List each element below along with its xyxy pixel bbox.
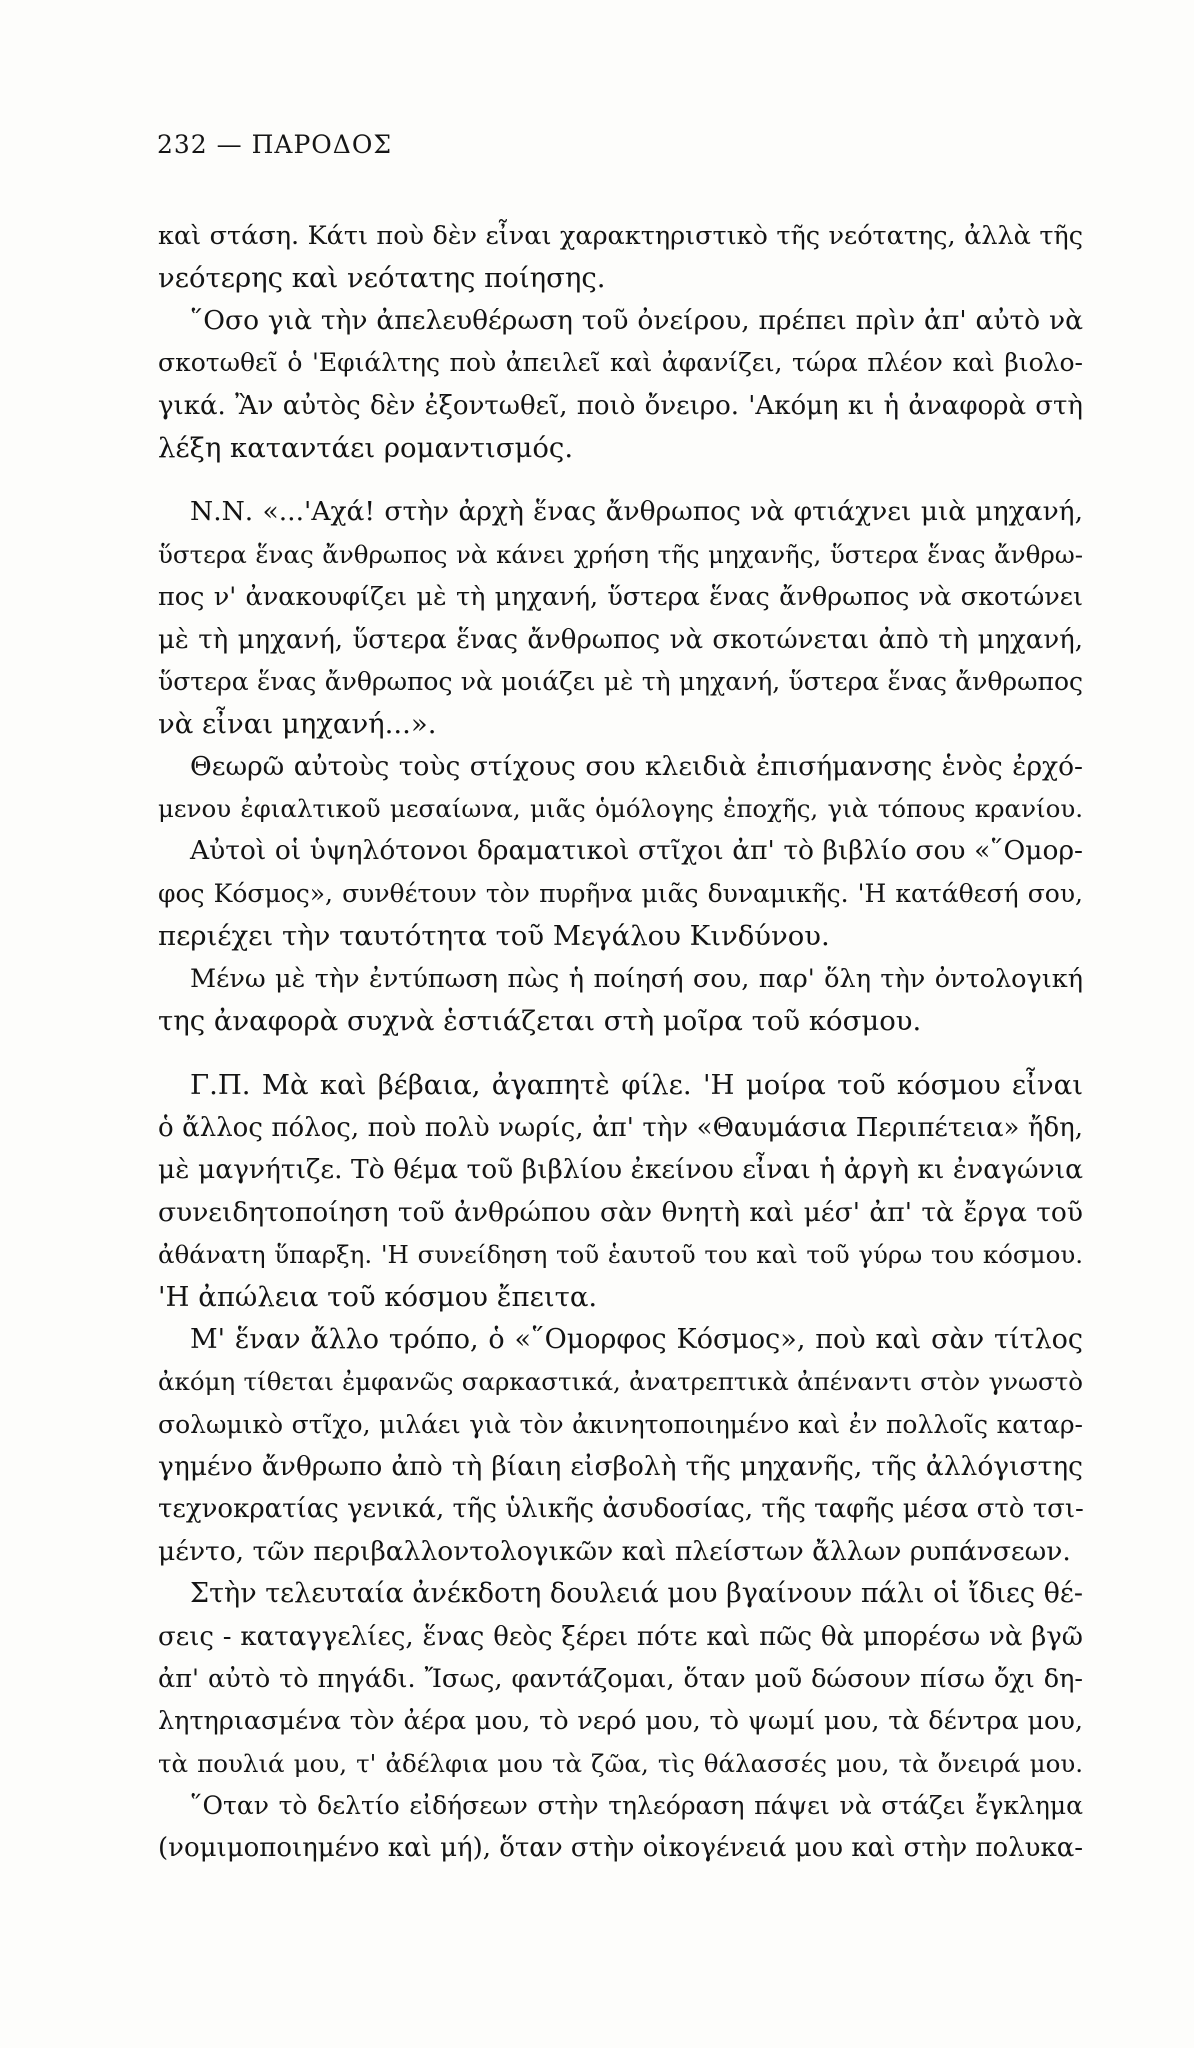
paragraph-gap: [158, 1042, 1083, 1064]
text-line: 'Η ἀπώλεια τοῦ κόσμου ἔπειτα.: [158, 1281, 598, 1314]
text-line: Στὴν τελευταία ἀνέκδοτη δουλειά μου βγαίνουν πάλι οἱ ἴδιες θέ-: [190, 1578, 1083, 1610]
text-line: πος ν' ἀνακουφίζει μὲ τὴ μηχανή, ὕστερα ἕνας ἄνθρωπος νὰ σκοτώνει: [158, 582, 1083, 613]
text-line: ἀθάνατη ὕπαρξη. 'Η συνείδηση τοῦ ἑαυτοῦ του καὶ τοῦ γύρω του κόσμου.: [158, 1239, 1083, 1269]
text-line: νεότερης καὶ νεότατης ποίησης.: [158, 262, 606, 295]
text-line: περιέχει τὴν ταυτότητα τοῦ Μεγάλου Κινδύνου.: [158, 920, 830, 953]
text-line: ῞Οσο γιὰ τὴν ἀπελευθέρωση τοῦ ὀνείρου, πρέπει πρὶν ἀπ' αὐτὸ νὰ: [190, 304, 1083, 336]
text-line: μὲ μαγνήτιζε. Τὸ θέμα τοῦ βιβλίου ἐκείνου εἶναι ἡ ἀργὴ κι ἐναγώνια: [158, 1154, 1083, 1186]
text-line: μέντο, τῶν περιβαλλοντολογικῶν καὶ πλείστων ἄλλων ρυπάνσεων.: [158, 1535, 1071, 1567]
text-line: νὰ εἶναι μηχανή...».: [158, 708, 437, 741]
text-line: της ἀναφορὰ συχνὰ ἑστιάζεται στὴ μοῖρα τοῦ κόσμου.: [158, 1005, 922, 1038]
text-line: Μ' ἕναν ἄλλο τρόπο, ὁ «῞Ομορφος Κόσμος», ποὺ καὶ σὰν τίτλος: [190, 1323, 1083, 1355]
text-line: ἀκόμη τίθεται ἐμφανῶς σαρκαστικά, ἀνατρεπτικὰ ἀπέναντι στὸν γνωστὸ: [158, 1367, 1083, 1397]
text-line: Αὐτοὶ οἱ ὑψηλότονοι δραματικοὶ στῖχοι ἀπ' τὸ βιβλίο σου «῞Ομορ-: [190, 835, 1083, 867]
text-line: γημένο ἄνθρωπο ἀπὸ τὴ βίαιη εἰσβολὴ τῆς μηχανῆς, τῆς ἀλλόγιστης: [158, 1450, 1083, 1482]
text-line: ὁ ἄλλος πόλος, ποὺ πολὺ νωρίς, ἀπ' τὴν «Θαυμάσια Περιπέτεια» ἤδη,: [158, 1112, 1083, 1143]
text-line: λέξη καταντάει ρομαντισμός.: [158, 431, 574, 464]
text-line: ἀπ' αὐτὸ τὸ πηγάδι. Ἴσως, φαντάζομαι, ὅταν μοῦ δώσουν πίσω ὄχι δη-: [158, 1663, 1083, 1694]
text-line: μὲ τὴ μηχανή, ὕστερα ἕνας ἄνθρωπος νὰ σκοτώνεται ἀπὸ τὴ μηχανή,: [158, 624, 1083, 655]
text-line: Μένω μὲ τὴν ἐντύπωση πὼς ἡ ποίησή σου, παρ' ὅλη τὴν ὀντολογική: [190, 963, 1083, 994]
text-line: Γ.Π. Μὰ καὶ βέβαια, ἀγαπητὲ φίλε. 'Η μοίρα τοῦ κόσμου εἶναι: [190, 1069, 1083, 1102]
text-line: τὰ πουλιά μου, τ' ἀδέλφια μου τὰ ζῶα, τὶς θάλασσές μου, τὰ ὄνειρά μου.: [158, 1748, 1083, 1778]
text-line: Ν.Ν. «...'Αχά! στὴν ἀρχὴ ἕνας ἄνθρωπος νὰ φτιάχνει μιὰ μηχανή,: [190, 496, 1083, 528]
text-line: Θεωρῶ αὐτοὺς τοὺς στίχους σου κλειδιὰ ἐπισήμανσης ἑνὸς ἐρχό-: [190, 750, 1083, 782]
text-line: ὕστερα ἕνας ἄνθρωπος νὰ κάνει χρήση τῆς μηχανῆς, ὕστερα ἕνας ἄνθρω-: [158, 539, 1083, 569]
running-head: 232 — ΠΑΡΟΔΟΣ: [157, 130, 393, 159]
text-line: σεις - καταγγελίες, ἕνας θεὸς ξέρει πότε καὶ πῶς θὰ μπορέσω νὰ βγῶ: [158, 1621, 1083, 1652]
text-line: (νομιμοποιημένο καὶ μή), ὅταν στὴν οἰκογένειά μου καὶ στὴν πολυκα-: [158, 1833, 1084, 1864]
text-line: ὕστερα ἕνας ἄνθρωπος νὰ μοιάζει μὲ τὴ μηχανή, ὕστερα ἕνας ἄνθρωπος: [158, 666, 1083, 696]
text-line: συνειδητοποίηση τοῦ ἀνθρώπου σὰν θνητὴ καὶ μέσ' ἀπ' τὰ ἔργα τοῦ: [158, 1196, 1083, 1228]
text-line: μενου ἐφιαλτικοῦ μεσαίωνα, μιᾶς ὁμόλογης ἐποχῆς, γιὰ τόπους κρανίου.: [158, 794, 1083, 824]
paragraph-gap: [158, 469, 1083, 491]
text-line: φος Κόσμος», συνθέτουν τὸν πυρῆνα μιᾶς δυναμικῆς. 'Η κατάθεσή σου,: [158, 878, 1083, 908]
text-line: ῞Οταν τὸ δελτίο εἰδήσεων στὴν τηλεόραση πάψει νὰ στάζει ἔγκλημα: [190, 1791, 1083, 1821]
text-line: γικά. Ἂν αὐτὸς δὲν ἐξοντωθεῖ, ποιὸ ὄνειρο. 'Ακόμη κι ἡ ἀναφορὰ στὴ: [158, 390, 1083, 421]
text-line: σολωμικὸ στῖχο, μιλάει γιὰ τὸν ἀκινητοποιημένο καὶ ἐν πολλοῖς καταρ-: [158, 1409, 1083, 1439]
text-line: καὶ στάση. Κάτι ποὺ δὲν εἶναι χαρακτηριστικὸ τῆς νεότατης, ἀλλὰ τῆς: [158, 221, 1083, 251]
text-line: σκοτωθεῖ ὁ 'Εφιάλτης ποὺ ἀπειλεῖ καὶ ἀφανίζει, τώρα πλέον καὶ βιολο-: [158, 348, 1083, 378]
body-text: [158, 215, 1083, 1870]
text-line: λητηριασμένα τὸν ἀέρα μου, τὸ νερό μου, τὸ ψωμί μου, τὰ δέντρα μου,: [158, 1706, 1083, 1737]
text-line: τεχνοκρατίας γενικά, τῆς ὑλικῆς ἀσυδοσίας, τῆς ταφῆς μέσα στὸ τσι-: [158, 1494, 1084, 1525]
